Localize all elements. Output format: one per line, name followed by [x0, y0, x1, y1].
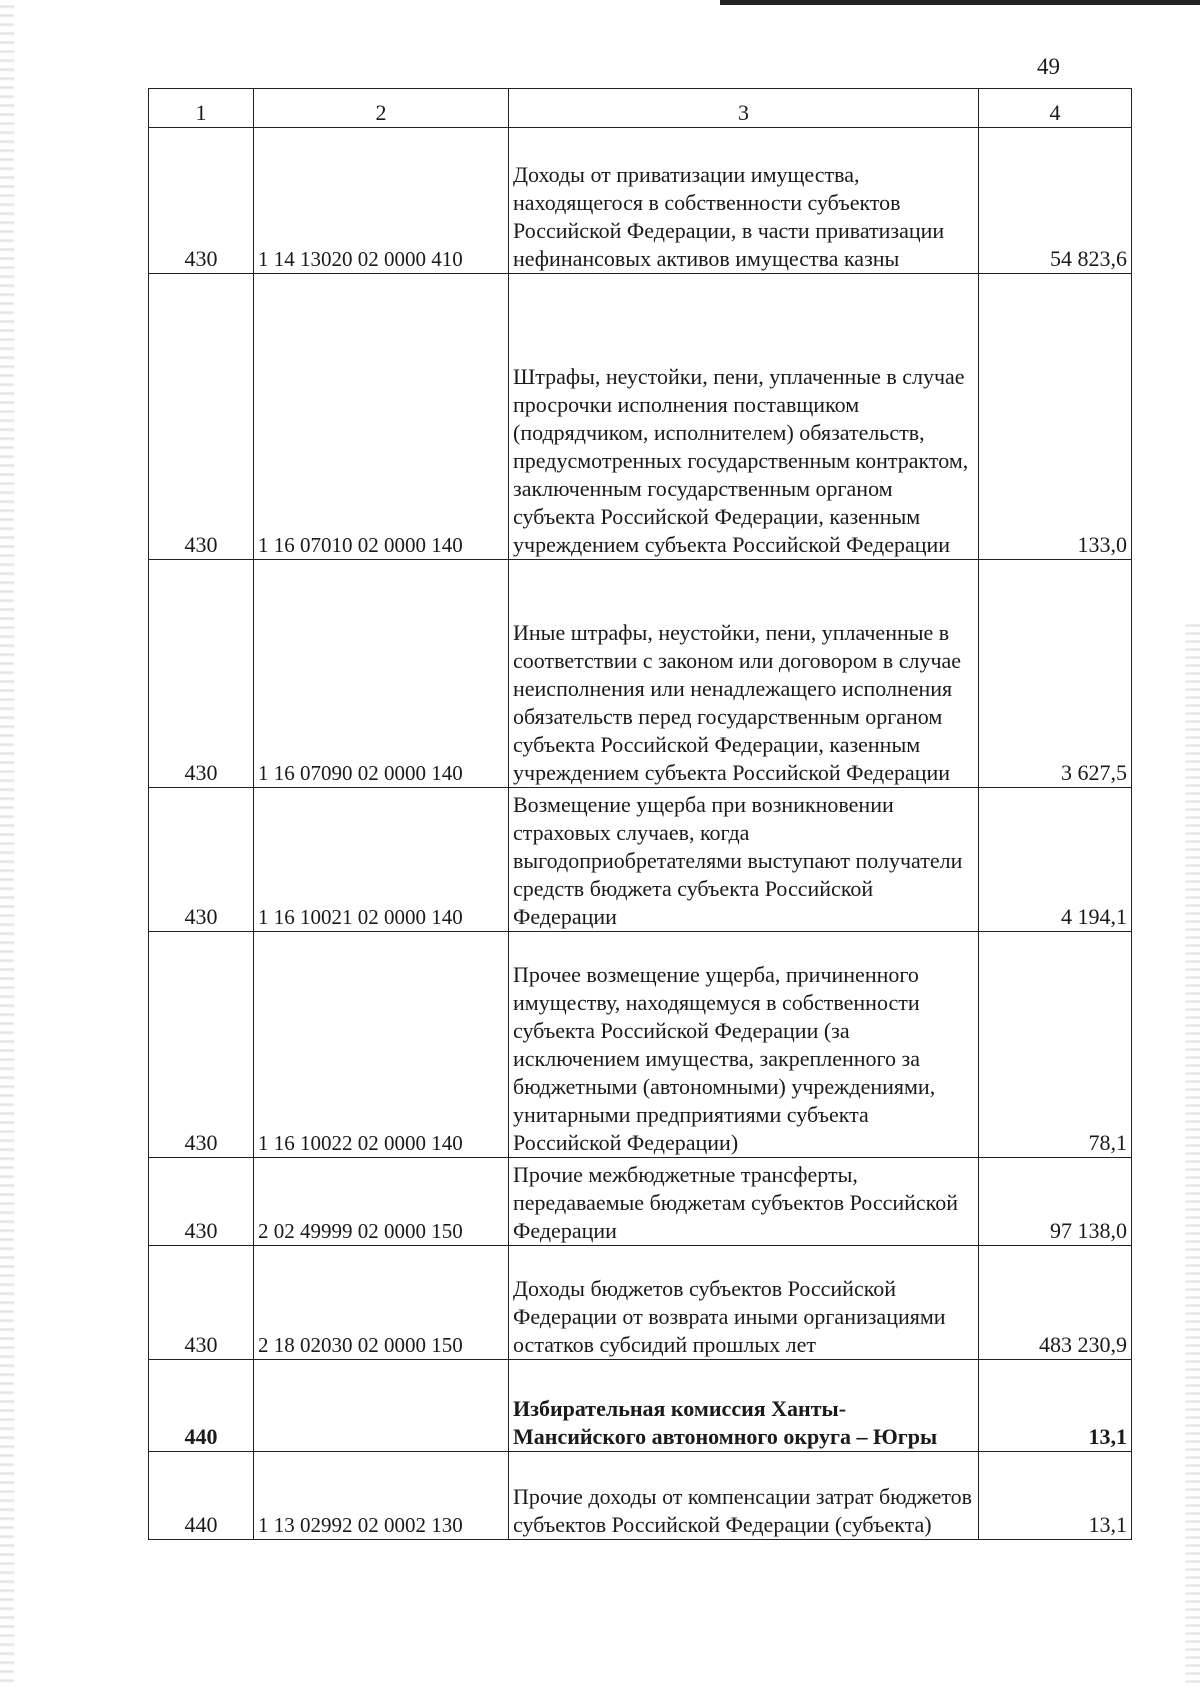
- scan-top-mark: [720, 0, 1200, 5]
- revenue-name: Прочее возмещение ущерба, причиненного имуществу, находящемуся в собственности субъекта Российской Федерации (за исключением имущества, закрепленного за бюджетными (автономными) учреждениями, унитарными предприятиями субъекта Российской Федерации): [509, 932, 979, 1158]
- scan-edge-left: [0, 0, 14, 1686]
- admin-code: 440: [149, 1360, 254, 1452]
- admin-code: 430: [149, 128, 254, 274]
- admin-code: 430: [149, 788, 254, 932]
- budget-code: 1 16 07010 02 0000 140: [254, 274, 509, 560]
- table-header-row: [149, 89, 1132, 128]
- revenue-table: [148, 88, 1132, 1540]
- admin-code: 430: [149, 1246, 254, 1360]
- amount: 13,1: [979, 1452, 1132, 1540]
- budget-code: 1 16 07090 02 0000 140: [254, 560, 509, 788]
- table-row: [149, 1158, 1132, 1246]
- revenue-name: Иные штрафы, неустойки, пени, уплаченные в соответствии с законом или договором в случае неисполнения или ненадлежащего исполнения обязательств перед государственным органом субъекта Российской Федерации, казенным учреждением субъекта Российской Федерации: [509, 560, 979, 788]
- budget-code: 1 14 13020 02 0000 410: [254, 128, 509, 274]
- section-amount: 13,1: [979, 1360, 1132, 1452]
- table-row: [149, 932, 1132, 1158]
- budget-code: [254, 1360, 509, 1452]
- budget-code: 1 13 02992 02 0002 130: [254, 1452, 509, 1540]
- header-col-1: 1: [149, 89, 254, 128]
- header-col-4: 4: [979, 89, 1132, 128]
- admin-code: 430: [149, 1158, 254, 1246]
- table-row: [149, 274, 1132, 560]
- revenue-name: Прочие доходы от компенсации затрат бюджетов субъектов Российской Федерации (субъекта): [509, 1452, 979, 1540]
- admin-code: 430: [149, 560, 254, 788]
- budget-code: 2 02 49999 02 0000 150: [254, 1158, 509, 1246]
- amount: 97 138,0: [979, 1158, 1132, 1246]
- budget-code: 2 18 02030 02 0000 150: [254, 1246, 509, 1360]
- table-row-section: [149, 1360, 1132, 1452]
- revenue-name: Доходы бюджетов субъектов Российской Федерации от возврата иными организациями остатков субсидий прошлых лет: [509, 1246, 979, 1360]
- admin-code: 430: [149, 274, 254, 560]
- revenue-name: Возмещение ущерба при возникновении страховых случаев, когда выгодоприобретателями выступают получатели средств бюджета субъекта Российской Федерации: [509, 788, 979, 932]
- admin-code: 430: [149, 932, 254, 1158]
- section-name: Избирательная комиссия Ханты-Мансийского автономного округа – Югры: [509, 1360, 979, 1452]
- table-row: [149, 1452, 1132, 1540]
- admin-code: 440: [149, 1452, 254, 1540]
- budget-code: 1 16 10021 02 0000 140: [254, 788, 509, 932]
- scan-edge-right: [1186, 620, 1200, 1686]
- header-col-2: 2: [254, 89, 509, 128]
- header-col-3: 3: [509, 89, 979, 128]
- amount: 133,0: [979, 274, 1132, 560]
- table-row: [149, 788, 1132, 932]
- amount: 3 627,5: [979, 560, 1132, 788]
- revenue-name: Штрафы, неустойки, пени, уплаченные в случае просрочки исполнения поставщиком (подрядчиком, исполнителем) обязательств, предусмотренных государственным контрактом, заключенным государственным органом субъекта Российской Федерации, казенным учреждением субъекта Российской Федерации: [509, 274, 979, 560]
- table-row: [149, 1246, 1132, 1360]
- table-row: [149, 128, 1132, 274]
- amount: 4 194,1: [979, 788, 1132, 932]
- budget-code: 1 16 10022 02 0000 140: [254, 932, 509, 1158]
- revenue-name: Прочие межбюджетные трансферты, передаваемые бюджетам субъектов Российской Федерации: [509, 1158, 979, 1246]
- page-number: 49: [1037, 54, 1060, 79]
- amount: 54 823,6: [979, 128, 1132, 274]
- amount: 78,1: [979, 932, 1132, 1158]
- amount: 483 230,9: [979, 1246, 1132, 1360]
- revenue-name: Доходы от приватизации имущества, находящегося в собственности субъектов Российской Федерации, в части приватизации нефинансовых активов имущества казны: [509, 128, 979, 274]
- table-row: [149, 560, 1132, 788]
